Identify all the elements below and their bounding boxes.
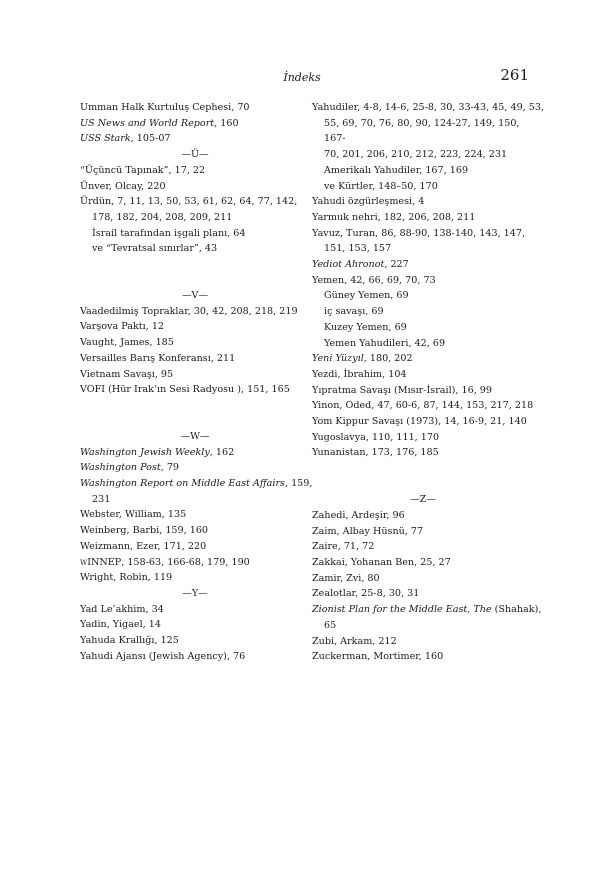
index-subentry: [80, 241, 310, 257]
section-gap: [80, 257, 310, 288]
index-entry: [80, 179, 310, 195]
index-subentry: [80, 226, 310, 242]
index-entry: [312, 555, 534, 571]
index-entry-text: , 158-63, 166-68, 179, 190: [121, 556, 250, 568]
index-entry: [80, 602, 310, 618]
index-entry-continuation: [312, 241, 534, 257]
index-entry-text: Zakkai, Yohanan Ben, 25, 27: [312, 556, 451, 568]
index-entry: [312, 210, 534, 226]
index-entry: [312, 414, 534, 430]
letter-heading: —W—: [180, 430, 210, 442]
index-entry-text: , 180, 202: [363, 353, 413, 365]
index-entry: [312, 100, 545, 116]
index-entry-text: Versailles Barış Konferansı, 211: [80, 352, 236, 364]
index-entry: [80, 163, 310, 179]
index-subentry: [312, 163, 534, 179]
index-entry-text: 178, 182, 204, 208, 209, 211: [92, 211, 233, 223]
index-entry: [312, 634, 534, 650]
index-entry-text: “Üçüncü Tapınak”, 17, 22: [80, 164, 206, 176]
index-entry-text: , 159,: [284, 478, 313, 490]
index-entry: [312, 351, 534, 367]
index-entry-text: Wright, Robin, 119: [80, 572, 173, 584]
index-entry: [312, 524, 534, 540]
index-entry-text: (Shahak),: [491, 604, 542, 616]
index-entry: [80, 131, 310, 147]
index-entry-text: VOFI (Hür Irak’ın Sesi Radyosu ), 151, 165: [80, 384, 290, 396]
index-entry: [312, 226, 534, 242]
index-entry: [80, 351, 310, 367]
index-entry-text: iç savaşı, 69: [324, 306, 384, 318]
index-entry-title: Zionist Plan for the Middle East, The: [312, 604, 492, 616]
index-entry-title: USS Stark: [80, 133, 131, 145]
index-entry-text: Ünver, Olcay, 220: [80, 180, 166, 192]
index-entry-text: Weinberg, Barbi, 159, 160: [80, 525, 209, 537]
index-entry-text: Yom Kippur Savaşı (1973), 14, 16-9, 21, 140: [312, 416, 527, 428]
index-right-column: [312, 100, 545, 665]
index-entry-text: Yahudiler, 4-8, 14-6, 25-8, 30, 33-43, 45, 49, 53,: [312, 102, 545, 113]
index-entry-text: Yarmuk nehri, 182, 206, 208, 211: [312, 211, 476, 223]
letter-heading: —V—: [181, 290, 209, 302]
index-entry: [80, 367, 310, 383]
index-entry-text: ve “Tevratsal sınırlar”, 43: [92, 243, 218, 255]
index-entry: [80, 100, 310, 116]
index-entry-text: İsrail tarafından işgali planı, 64: [92, 227, 246, 239]
index-entry-text: Umman Halk Kurtuluş Cephesi, 70: [80, 102, 250, 113]
index-entry: [80, 523, 310, 539]
index-entry-text: Zealotlar, 25-8, 30, 31: [312, 588, 420, 600]
index-entry-text: Vaught, James, 185: [80, 337, 174, 349]
index-entry: [312, 586, 534, 602]
index-entry-text: Vaadedilmiş Topraklar, 30, 42, 208, 218, 219: [80, 305, 298, 317]
index-entry-text: Yemen Yahudileri, 42, 69: [324, 337, 446, 349]
index-entry-text: 231: [92, 493, 111, 505]
index-entry: [80, 116, 310, 132]
index-entry-text: Zuckerman, Mortimer, 160: [312, 651, 444, 663]
index-entry-text: Kuzey Yemen, 69: [324, 321, 407, 333]
index-entry-text: Zaire, 71, 72: [312, 541, 375, 553]
index-entry-text: Weizmann, Ezer, 171, 220: [80, 540, 207, 552]
index-entry-text: Amerikalı Yahudiler, 167, 169: [324, 164, 469, 176]
index-entry-title: US News and World Report: [80, 117, 215, 129]
index-entry-text: ve Kürtler, 148–50, 170: [324, 180, 438, 192]
index-entry-text: Yıpratma Savaşı (Mısır-İsrail), 16, 99: [312, 384, 493, 396]
letter-heading: —Ü—: [181, 149, 209, 161]
index-entry-text: , 79: [160, 462, 180, 474]
index-entry-text: Ürdün, 7, 11, 13, 50, 53, 61, 62, 64, 77, 142,: [80, 196, 298, 208]
index-entry-text: Yinon, Oded, 47, 60-6, 87, 144, 153, 217, 218: [312, 400, 534, 412]
index-entry: [80, 319, 310, 335]
letter-heading: —Z—: [410, 494, 436, 506]
index-entry-title: Washington Report on Middle East Affairs: [80, 478, 285, 490]
index-entry-text: Yemen, 42, 66, 69, 70, 73: [312, 274, 436, 286]
index-entry-text: 65: [324, 619, 337, 631]
running-title: İndeks: [283, 71, 321, 84]
index-subentry: [312, 336, 534, 352]
index-entry: [80, 335, 310, 351]
index-entry: [80, 445, 310, 461]
index-entry: [312, 539, 534, 555]
index-entry-text: Güney Yemen, 69: [324, 290, 409, 302]
index-subentry: [312, 179, 534, 195]
index-entry-title: Yeni Yüzyıl: [312, 353, 364, 365]
index-entry-text: Yahudi özgürleşmesi, 4: [312, 196, 425, 208]
index-entry-continuation: [312, 116, 534, 147]
index-entry: [312, 367, 534, 383]
index-entry: [80, 476, 313, 492]
index-entry: [80, 555, 310, 571]
index-entry: [312, 508, 534, 524]
index-entry-title: Washington Post: [80, 462, 161, 474]
index-entry-text: Zamir, Zvi, 80: [312, 572, 380, 584]
index-entry: [312, 398, 534, 414]
index-entry: [80, 570, 310, 586]
index-entry: [312, 194, 534, 210]
index-entry-continuation: [80, 492, 310, 508]
index-entry: [312, 602, 542, 618]
index-entry: [80, 539, 310, 555]
index-entry-text: Vietnam Savaşı, 95: [80, 368, 174, 380]
index-entry: [312, 649, 534, 665]
index-entry-continuation: [312, 618, 534, 634]
index-entry: [80, 382, 310, 398]
index-entry-text: Zubi, Arkam, 212: [312, 635, 397, 647]
index-entry: [312, 273, 534, 289]
index-entry: [80, 649, 310, 665]
section-gap: [312, 461, 534, 492]
index-entry-title: Yediot Ahronot: [312, 259, 385, 271]
index-entry-continuation: [312, 147, 534, 163]
index-entry: [80, 304, 310, 320]
index-entry-text: , 105-07: [130, 133, 171, 145]
index-entry-text: Yezdi, İbrahim, 104: [312, 368, 407, 380]
index-entry: [80, 617, 310, 633]
index-entry-text: Yugoslavya, 110, 111, 170: [312, 431, 440, 443]
index-entry-text: Yad Le’akhim, 34: [80, 603, 164, 615]
index-entry-text: Yahudi Ajansı (Jewish Agency), 76: [80, 650, 246, 662]
index-entry: [312, 571, 534, 587]
index-entry-text: 55, 69, 70, 76, 80, 90, 124-27, 149, 150, 167-: [324, 117, 520, 145]
letter-heading: —Y—: [182, 587, 208, 599]
index-entry-text: 70, 201, 206, 210, 212, 223, 224, 231: [324, 149, 508, 161]
index-subentry: [312, 304, 534, 320]
index-entry: [312, 383, 534, 399]
index-entry-text: Yadin, Yigael, 14: [80, 619, 161, 631]
index-entry-text: Yunanistan, 173, 176, 185: [312, 447, 439, 459]
page-number: 261: [500, 66, 529, 84]
index-subentry: [312, 320, 534, 336]
index-entry-text: , 162: [209, 446, 235, 458]
index-entry-text: Webster, William, 135: [80, 509, 187, 521]
index-subentry: [312, 288, 534, 304]
index-entry-continuation: [80, 210, 310, 226]
index-entry-text: Varşova Paktı, 12: [80, 321, 165, 333]
index-entry-text: Zaim, Albay Hüsnü, 77: [312, 525, 424, 537]
index-entry: [80, 507, 310, 523]
index-entry-text: 151, 153, 157: [324, 243, 392, 255]
index-entry: [80, 460, 310, 476]
index-entry: [312, 430, 534, 446]
index-entry-text: Yavuz, Turan, 86, 88-90, 138-140, 143, 147,: [312, 227, 526, 239]
index-left-column: [80, 100, 313, 665]
index-entry: [312, 445, 534, 461]
section-gap: [80, 398, 310, 429]
index-entry-text: , 160: [214, 117, 239, 129]
index-entry-title: Washington Jewish Weekly: [80, 446, 210, 458]
index-entry: [80, 194, 310, 210]
index-entry-text: Zahedi, Ardeşir, 96: [312, 509, 405, 521]
index-entry: [80, 633, 310, 649]
index-entry: [312, 257, 534, 273]
index-entry-text: Yahuda Krallığı, 125: [80, 635, 179, 647]
index-entry-text: , 227: [384, 259, 409, 271]
index-entry-acronym: wINNEP: [80, 556, 122, 568]
